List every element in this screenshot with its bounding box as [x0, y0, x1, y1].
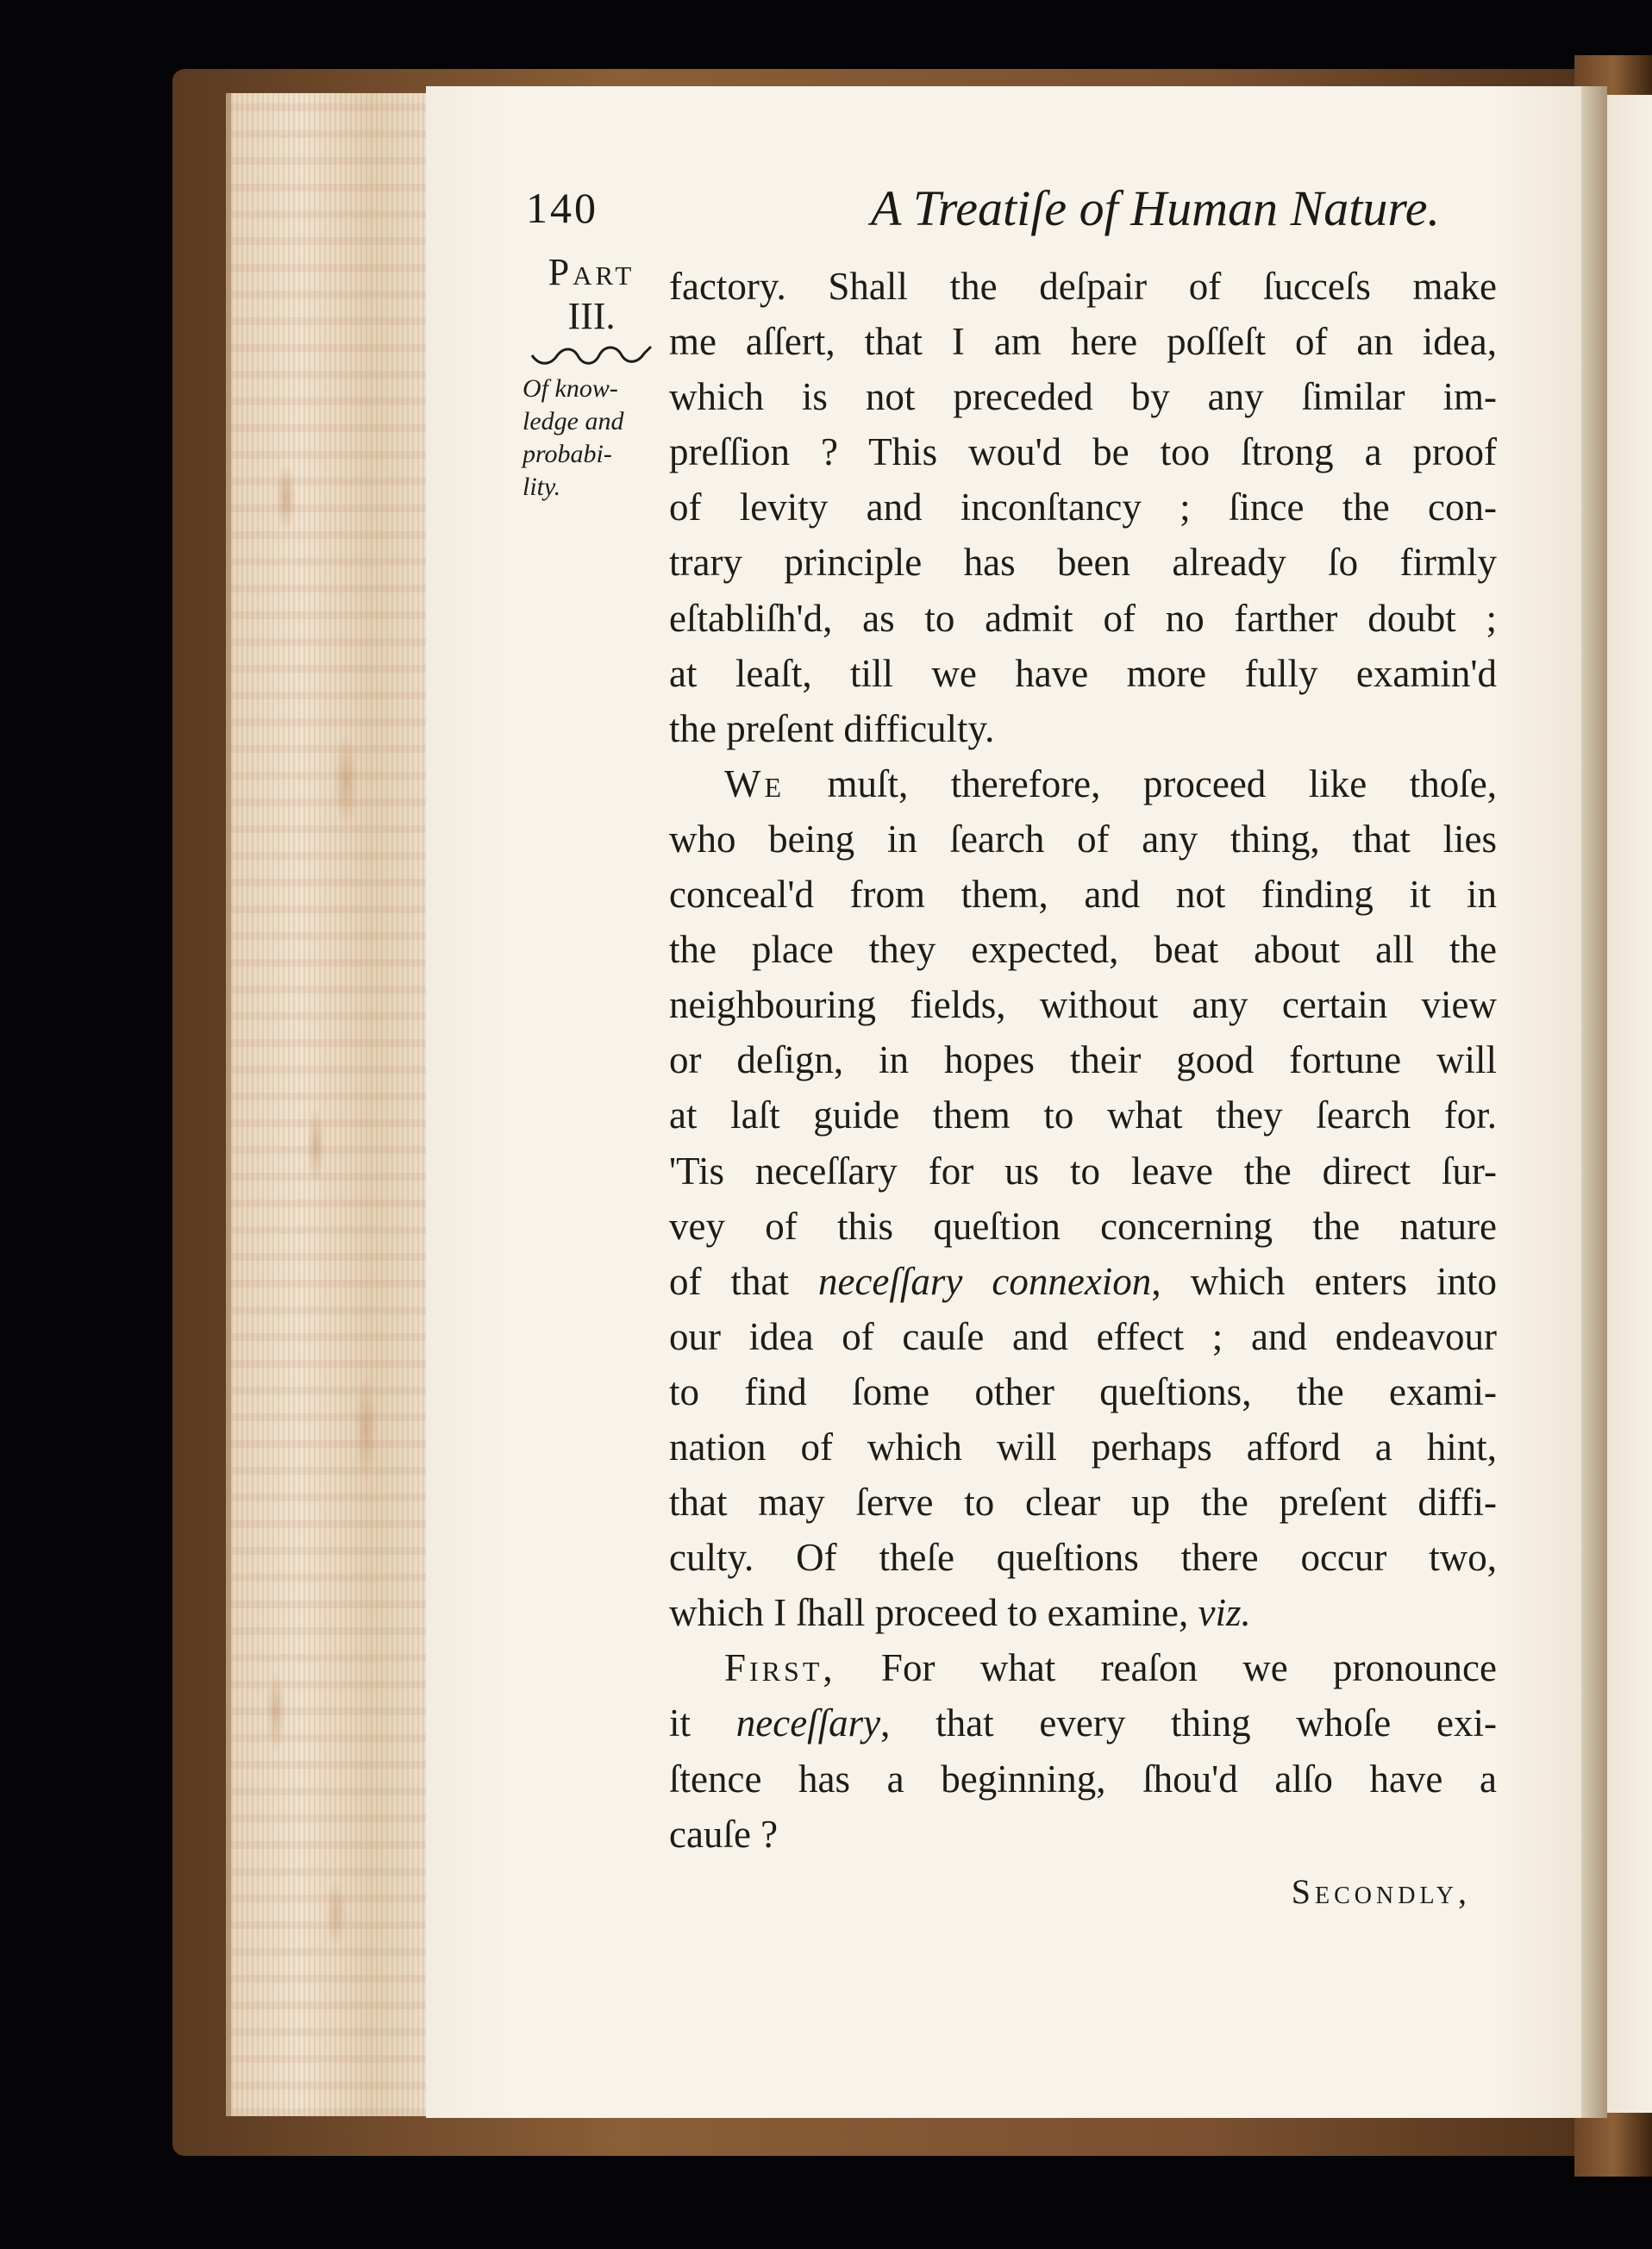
text-line: 'Tis neceſſary for us to leave the direct ſur-	[669, 1149, 1497, 1193]
line-text: , which enters into	[1151, 1259, 1497, 1303]
text-line-mixed	[669, 1254, 1497, 1309]
lead-word: We	[724, 761, 785, 805]
text-line: vey of this queſtion concerning the nature	[669, 1204, 1497, 1248]
text-line: of levity and inconſtancy ; ſince the con-	[669, 486, 1497, 529]
text-line: or deſign, in hopes their good fortune will	[669, 1038, 1497, 1082]
text-line: who being in ſearch of any thing, that lies	[669, 817, 1497, 861]
text-line: at laſt guide them to what they ſearch for.	[669, 1093, 1497, 1137]
body-text	[669, 259, 1497, 1862]
line-text: which I ſhall proceed to examine,	[669, 1591, 1198, 1635]
paragraph-first-line	[669, 1640, 1497, 1695]
text-line: eſtabliſh'd, as to admit of no farther doubt ;	[669, 596, 1497, 640]
catchword: Secondly,	[1291, 1872, 1471, 1911]
italic-phrase: viz.	[1198, 1591, 1251, 1635]
swash-ornament-icon	[527, 338, 656, 367]
text-line-mixed	[669, 1695, 1497, 1751]
page-header	[526, 180, 1440, 252]
text-line: culty. Of theſe queſtions there occur two,	[669, 1536, 1497, 1580]
lead-word: First,	[724, 1646, 836, 1690]
line-text: of that	[669, 1259, 818, 1303]
italic-phrase: neceſſary connexion	[817, 1259, 1152, 1303]
text-line: preſſion ? This wou'd be too ſtrong a proof	[669, 430, 1497, 474]
text-line: at leaſt, till we have more fully examin'd	[669, 651, 1497, 695]
page-number: 140	[526, 184, 598, 232]
italic-phrase: neceſſary	[735, 1701, 881, 1745]
foxing-spots	[226, 93, 426, 2116]
line-text: muſt, therefore, proceed like thoſe,	[785, 761, 1497, 805]
paragraph-first-line	[669, 756, 1497, 811]
text-line: me aſſert, that I am here poſſeſt of an idea,	[669, 320, 1497, 364]
text-line: the place they expected, beat about all the	[669, 928, 1497, 972]
text-line: our idea of cauſe and effect ; and endeavour	[669, 1314, 1497, 1358]
text-line: trary principle has been already ſo firmly	[669, 541, 1497, 585]
text-line: factory. Shall the deſpair of ſucceſs make	[669, 265, 1497, 308]
text-line-mixed	[669, 1585, 1497, 1640]
text-line: to find ſome other queſtions, the exami-	[669, 1369, 1497, 1413]
line-text: , that every thing whoſe exi-	[880, 1701, 1497, 1745]
text-line: nation of which will perhaps afford a hint,	[669, 1425, 1497, 1469]
margin-note	[523, 250, 660, 504]
part-label: Part	[548, 251, 635, 293]
sidenote-of-knowledge: Of know- ledge and probabi- lity.	[523, 374, 624, 501]
running-title: A Treatiſe of Human Nature.	[870, 180, 1440, 236]
line-text: it	[669, 1701, 736, 1745]
line-text: For what reaſon we pronounce	[835, 1646, 1497, 1690]
text-line: ſtence has a beginning, ſhou'd alſo have a	[669, 1757, 1497, 1801]
text-line: conceal'd from them, and not finding it in	[669, 873, 1497, 917]
text-line: which is not preceded by any ſimilar im-	[669, 375, 1497, 419]
part-number: III.	[567, 295, 616, 337]
page-gutter	[1581, 86, 1607, 2118]
text-line: that may ſerve to clear up the preſent diffi-	[669, 1481, 1497, 1525]
text-line: cauſe ?	[669, 1812, 779, 1856]
text-line: the preſent difficulty.	[669, 706, 995, 750]
text-line: neighbouring fields, without any certain view	[669, 983, 1497, 1027]
facing-page-edge	[1607, 95, 1652, 2113]
